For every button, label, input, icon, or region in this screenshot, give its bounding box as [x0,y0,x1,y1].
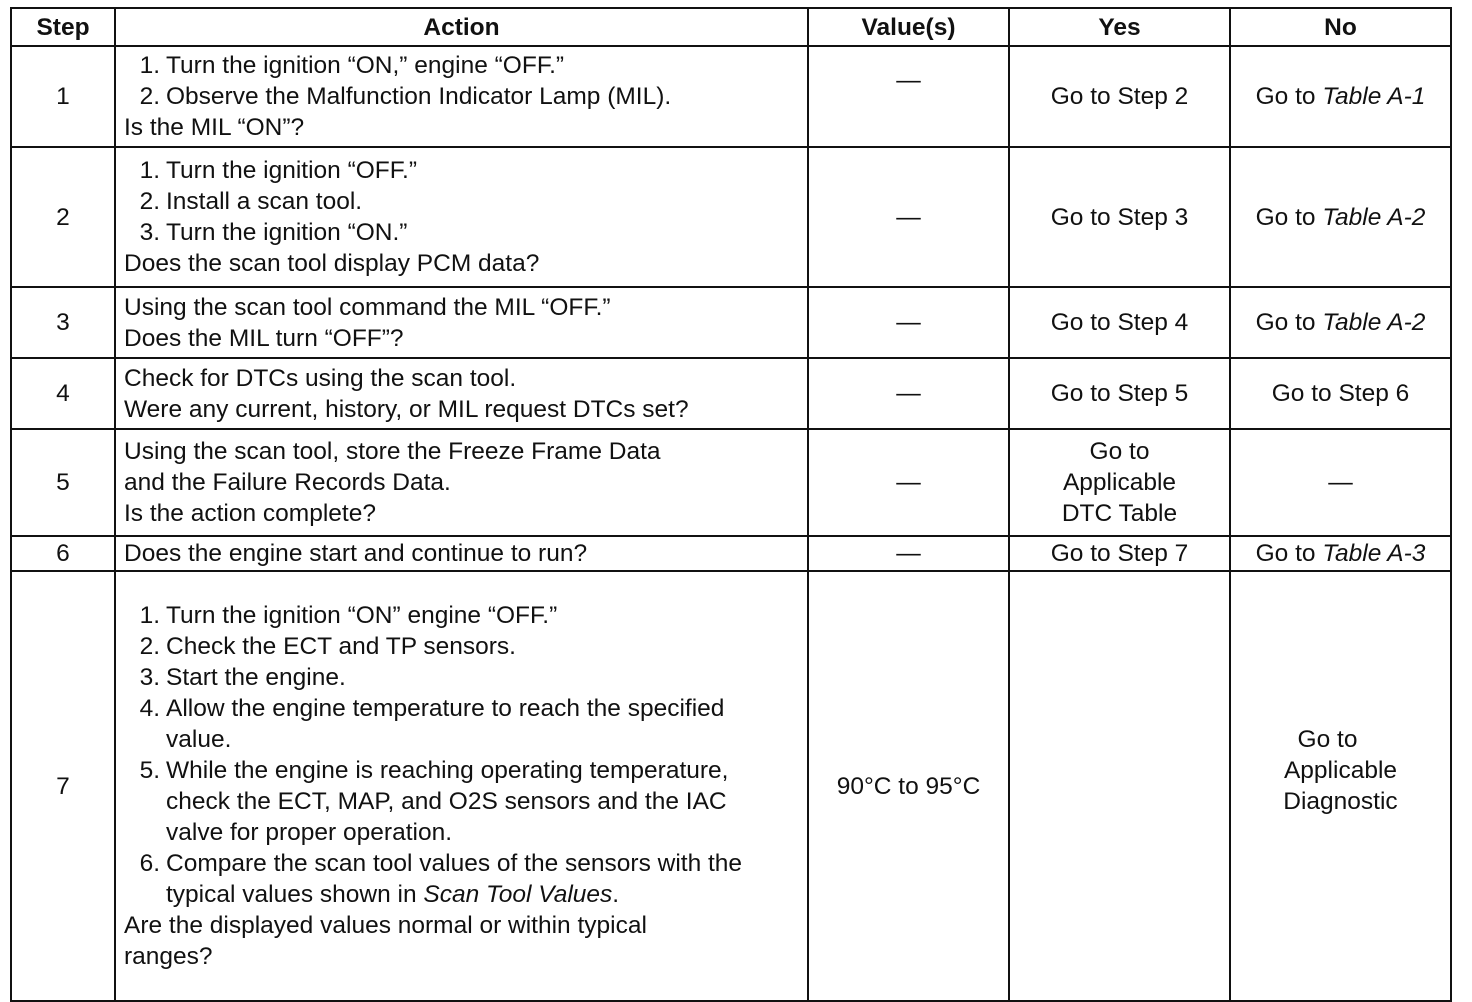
table-row [11,571,1451,1001]
value-cell: — [808,358,1009,429]
yes-cell [1009,571,1230,1001]
header-step: Step [11,8,115,46]
action-question: Is the MIL “ON”? [124,114,305,141]
action-cell [115,147,808,287]
no-cell: Go to Table A-1 [1230,46,1451,147]
action-item: 5. While the engine is reaching operating temperature, check the ECT, MAP, and O2S sensors and the IAC valve for proper operation. [139,757,729,846]
yes-cell: Go to Step 5 [1009,358,1230,429]
step-number: 1 [11,46,115,147]
table-reference: Table A-1 [1322,83,1426,110]
step-number: 3 [11,287,115,358]
diagnostic-table [10,7,1452,1002]
header-row [11,8,1451,46]
action-item: 3. Start the engine. [139,664,346,691]
action-question: Does the MIL turn “OFF”? [124,324,404,352]
action-cell [115,571,808,1001]
table-row [11,358,1451,429]
action-text: and the Failure Records Data. [124,469,451,496]
reference-scan-tool-values: Scan Tool Values [423,881,613,908]
step-number: 4 [11,358,115,429]
action-question: Is the action complete? [124,500,376,527]
action-text: Using the scan tool, store the Freeze Frame Data [124,438,661,465]
header-no: No [1230,8,1451,46]
action-text: Check for DTCs using the scan tool. [124,364,517,392]
header-action: Action [115,8,808,46]
action-list [124,50,799,112]
action-question: Does the scan tool display PCM data? [124,250,540,277]
no-cell: Go to Table A-3 [1230,536,1451,571]
action-cell [115,287,808,358]
step-number: 6 [11,536,115,571]
no-cell: Go to Table A-2 [1230,147,1451,287]
yes-cell: Go to Applicable DTC Table [1009,429,1230,536]
action-item: 3. Turn the ignition “ON.” [139,219,408,246]
table-row [11,536,1451,571]
value-cell: — [808,287,1009,358]
header-values: Value(s) [808,8,1009,46]
action-cell [115,46,808,147]
table-row [11,46,1451,147]
action-cell [115,429,808,536]
action-item: 2. Install a scan tool. [139,188,363,215]
action-item: 2. Check the ECT and TP sensors. [139,633,516,660]
table-reference: Table A-2 [1322,309,1426,336]
value-cell: — [808,429,1009,536]
action-text: Using the scan tool command the MIL “OFF.” [124,293,611,321]
action-item: 2. Observe the Malfunction Indicator Lamp (MIL). [139,83,672,110]
diagnostic-table-page [10,7,1450,1002]
action-item: 1. Turn the ignition “OFF.” [139,157,417,184]
action-list [124,155,799,248]
action-item: 6. Compare the scan tool values of the sensors with the typical values shown in Scan Tool Values. [139,850,743,908]
table-row [11,429,1451,536]
table-reference: Table A-2 [1322,203,1426,231]
action-question: Were any current, history, or MIL request DTCs set? [124,395,689,423]
step-number: 2 [11,147,115,287]
yes-cell: Go to Step 7 [1009,536,1230,571]
no-cell: Go to Applicable Diagnostic [1230,571,1451,1001]
action-cell [115,358,808,429]
step-number: 7 [11,571,115,1001]
table-reference: Table A-3 [1322,540,1426,567]
action-item: 1. Turn the ignition “ON,” engine “OFF.” [139,52,565,79]
step-number: 5 [11,429,115,536]
yes-cell: Go to Step 2 [1009,46,1230,147]
action-item: 1. Turn the ignition “ON” engine “OFF.” [139,602,558,629]
value-cell: 90°C to 95°C [808,571,1009,1001]
yes-cell: Go to Step 4 [1009,287,1230,358]
value-cell: — [808,147,1009,287]
value-cell: — [808,536,1009,571]
action-question: Does the engine start and continue to run? [115,536,808,571]
table-row [11,147,1451,287]
value-cell: — [808,46,1009,147]
no-cell: — [1230,429,1451,536]
no-cell: Go to Step 6 [1230,358,1451,429]
action-question: Are the displayed values normal or within typical ranges? [124,912,647,970]
action-item: 4. Allow the engine temperature to reach the specified value. [139,695,725,753]
action-list [124,600,799,910]
header-yes: Yes [1009,8,1230,46]
no-cell: Go to Table A-2 [1230,287,1451,358]
table-row [11,287,1451,358]
yes-cell: Go to Step 3 [1009,147,1230,287]
